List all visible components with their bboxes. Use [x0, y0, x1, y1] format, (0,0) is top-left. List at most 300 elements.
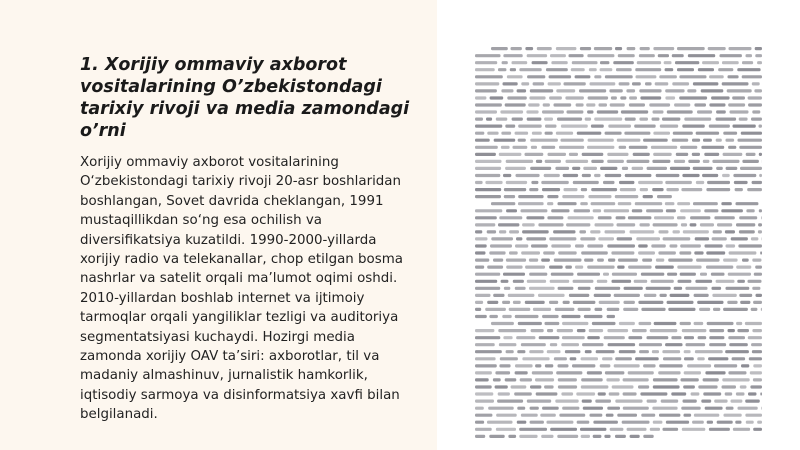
scan-text-stroke: [521, 251, 540, 254]
scan-text-stroke: [616, 68, 632, 71]
scan-text-stroke: [569, 294, 589, 297]
scan-text-stroke: [610, 103, 625, 106]
scan-text-stroke: [594, 47, 612, 50]
scan-text-stroke: [511, 385, 527, 388]
scan-text-stroke: [499, 153, 522, 156]
scan-text-stroke: [521, 414, 538, 417]
scan-text-stroke: [547, 195, 558, 198]
scan-text-stroke: [604, 209, 629, 212]
scan-text-stroke: [561, 315, 580, 318]
scan-text-stroke: [541, 146, 555, 149]
scan-text-stroke: [666, 209, 676, 212]
scan-text-stroke: [639, 343, 662, 346]
scan-text-stroke: [587, 266, 614, 269]
scan-text-stroke: [619, 322, 635, 325]
scan-text-stroke: [705, 244, 723, 247]
scan-text-stroke: [611, 251, 634, 254]
scan-text-stroke: [527, 54, 547, 57]
scan-text-stroke: [545, 322, 560, 325]
scan-text-stroke: [759, 174, 762, 177]
scan-text-stroke: [547, 329, 553, 332]
scan-text-stroke: [703, 160, 710, 163]
scan-text-stroke: [749, 357, 762, 360]
scan-text-stroke: [761, 308, 762, 311]
scan-text-stroke: [505, 167, 526, 170]
scan-text-stroke: [569, 54, 584, 57]
scan-text-stroke: [617, 139, 641, 142]
scan-text-stroke: [672, 82, 689, 85]
scan-text-stroke: [531, 329, 544, 332]
scan-text-stroke: [475, 378, 489, 381]
scan-text-stroke: [643, 195, 653, 198]
scan-text-stroke: [528, 103, 539, 106]
scan-text-stroke: [504, 188, 526, 191]
scan-text-stroke: [753, 301, 762, 304]
scan-text-stroke: [577, 132, 602, 135]
scan-text-stroke: [527, 75, 545, 78]
scan-text-stroke: [554, 259, 582, 262]
scan-text-stroke: [734, 181, 748, 184]
scan-text-stroke: [727, 301, 737, 304]
scan-text-stroke: [584, 315, 603, 318]
scan-text-stroke: [732, 96, 745, 99]
scan-text-stroke: [515, 244, 528, 247]
scan-text-stroke: [475, 357, 496, 360]
scan-text-stroke: [745, 400, 760, 403]
scan-text-stroke: [475, 167, 501, 170]
scanned-document-image: [475, 44, 762, 444]
scan-text-stroke: [536, 160, 542, 163]
scan-text-stroke: [614, 364, 640, 367]
scan-text-stroke: [551, 244, 571, 247]
scan-text-stroke: [706, 251, 725, 254]
scan-text-stroke: [725, 350, 749, 353]
scan-text-stroke: [487, 421, 513, 424]
scan-text-stroke: [682, 329, 707, 332]
scan-text-stroke: [582, 343, 603, 346]
scan-text-stroke: [704, 209, 718, 212]
scan-text-stroke: [752, 287, 760, 290]
scan-text-stroke: [649, 103, 670, 106]
scan-text-stroke: [677, 47, 705, 50]
scan-text-stroke: [610, 428, 624, 431]
scan-text-stroke: [511, 47, 522, 50]
scan-text-stroke: [574, 209, 590, 212]
scan-text-stroke: [533, 308, 551, 311]
scan-text-stroke: [726, 244, 736, 247]
scan-text-stroke: [557, 329, 573, 332]
scan-text-stroke: [544, 118, 553, 121]
scan-text-stroke: [504, 287, 510, 290]
scan-text-stroke: [577, 421, 590, 424]
scan-text-stroke: [670, 244, 678, 247]
scan-text-stroke: [475, 407, 484, 410]
scan-text-stroke: [650, 428, 660, 431]
scan-text-stroke: [522, 223, 535, 226]
scan-text-stroke: [475, 414, 492, 417]
scan-text-stroke: [634, 125, 656, 128]
scan-text-stroke: [754, 273, 762, 276]
scan-text-stroke: [736, 392, 745, 395]
scan-text-stroke: [475, 209, 502, 212]
scan-text-stroke: [684, 414, 692, 417]
scan-text-stroke: [755, 47, 762, 50]
scan-text-stroke: [599, 301, 620, 304]
scan-text-stroke: [737, 280, 745, 283]
scan-text-stroke: [723, 153, 743, 156]
scan-text-stroke: [696, 181, 704, 184]
scan-text-stroke: [475, 273, 500, 276]
scan-text-stroke: [475, 294, 491, 297]
scan-text-stroke: [500, 110, 523, 113]
scan-text-stroke: [585, 350, 592, 353]
scan-text-stroke: [580, 428, 606, 431]
scan-text-stroke: [742, 61, 753, 64]
scan-text-stroke: [606, 378, 619, 381]
scan-text-stroke: [728, 75, 739, 78]
scan-text-stroke: [675, 61, 699, 64]
scan-text-stroke: [652, 350, 659, 353]
scan-text-stroke: [506, 160, 533, 163]
scan-text-stroke: [726, 167, 738, 170]
scan-text-stroke: [589, 68, 597, 71]
scan-text-stroke: [485, 308, 506, 311]
scan-text-stroke: [747, 188, 762, 191]
scan-text-stroke: [564, 82, 586, 85]
scan-text-stroke: [475, 103, 502, 106]
scan-text-stroke: [614, 294, 640, 297]
scan-text-stroke: [735, 421, 741, 424]
scan-text-stroke: [563, 174, 578, 177]
scan-text-stroke: [506, 209, 517, 212]
scan-text-stroke: [672, 54, 684, 57]
scan-text-stroke: [681, 407, 700, 410]
scan-text-stroke: [755, 266, 762, 269]
scan-text-stroke: [674, 160, 685, 163]
scan-text-stroke: [692, 139, 700, 142]
scan-text-stroke: [572, 167, 580, 170]
scan-text-stroke: [629, 146, 648, 149]
scan-text-stroke: [515, 371, 528, 374]
scan-text-stroke: [665, 181, 692, 184]
scan-text-stroke: [673, 132, 693, 135]
scan-text-stroke: [475, 61, 497, 64]
scan-text-stroke: [501, 132, 511, 135]
scan-text-stroke: [707, 421, 713, 424]
scan-text-stroke: [572, 364, 595, 367]
scan-text-stroke: [496, 428, 516, 431]
scan-text-stroke: [640, 223, 650, 226]
scan-text-stroke: [696, 132, 719, 135]
scan-text-stroke: [517, 421, 527, 424]
scan-text-stroke: [728, 273, 751, 276]
scan-text-stroke: [694, 294, 709, 297]
scan-text-stroke: [746, 153, 756, 156]
scan-text-stroke: [757, 61, 762, 64]
scan-text-stroke: [758, 230, 762, 233]
scan-text-stroke: [581, 385, 609, 388]
scan-text-stroke: [632, 167, 644, 170]
scan-text-stroke: [713, 308, 720, 311]
scan-text-stroke: [542, 407, 559, 410]
scan-text-stroke: [739, 146, 762, 149]
scan-text-stroke: [496, 118, 508, 121]
scan-text-stroke: [726, 407, 734, 410]
scan-text-stroke: [527, 118, 542, 121]
scan-text-stroke: [498, 329, 526, 332]
scan-text-stroke: [667, 273, 677, 276]
scan-text-stroke: [654, 216, 674, 219]
scan-text-stroke: [751, 308, 758, 311]
scan-text-stroke: [475, 421, 484, 424]
scan-text-stroke: [728, 371, 746, 374]
scan-text-stroke: [587, 146, 614, 149]
scan-text-stroke: [615, 195, 639, 198]
scan-text-stroke: [608, 259, 615, 262]
scan-text-stroke: [652, 188, 663, 191]
scan-text-stroke: [723, 259, 738, 262]
scan-text-stroke: [518, 322, 542, 325]
scan-text-stroke: [707, 181, 730, 184]
scan-text-stroke: [663, 357, 681, 360]
scan-text-stroke: [600, 364, 611, 367]
scan-text-stroke: [620, 96, 626, 99]
scan-text-stroke: [603, 181, 615, 184]
scan-text-stroke: [628, 336, 642, 339]
scan-text-stroke: [565, 266, 572, 269]
scan-text-stroke: [550, 54, 566, 57]
scan-text-stroke: [739, 230, 755, 233]
scan-text-stroke: [731, 400, 743, 403]
scan-text-stroke: [677, 266, 701, 269]
scan-text-stroke: [570, 357, 577, 360]
scan-text-stroke: [487, 266, 503, 269]
scan-text-stroke: [554, 357, 567, 360]
scan-text-stroke: [707, 322, 734, 325]
scan-text-stroke: [475, 174, 500, 177]
scan-text-stroke: [736, 223, 755, 226]
scan-text-stroke: [475, 329, 494, 332]
scan-text-stroke: [582, 174, 591, 177]
scan-text-stroke: [702, 174, 718, 177]
scan-text-stroke: [491, 202, 515, 205]
scan-text-stroke: [493, 378, 501, 381]
scan-text-stroke: [705, 407, 723, 410]
scan-text-stroke: [597, 280, 608, 283]
scan-text-stroke: [505, 103, 526, 106]
scan-text-stroke: [578, 308, 591, 311]
scan-text-stroke: [550, 280, 570, 283]
scan-text-stroke: [607, 244, 635, 247]
scan-text-stroke: [507, 96, 527, 99]
scan-text-stroke: [690, 223, 697, 226]
scan-text-stroke: [612, 273, 637, 276]
scan-text-stroke: [632, 209, 643, 212]
scan-text-stroke: [561, 139, 584, 142]
scan-text-stroke: [490, 244, 512, 247]
scan-text-stroke: [680, 322, 691, 325]
scan-text-stroke: [547, 202, 553, 205]
scan-text-stroke: [529, 188, 538, 191]
slide-title: 1. Xorijiy ommaviy axborot vositalarining O’zbekistondagi tarixiy rivoji va media zamondagi o’rni: [80, 55, 410, 141]
scan-text-stroke: [569, 153, 578, 156]
scan-text-stroke: [559, 146, 584, 149]
scan-text-stroke: [617, 414, 637, 417]
scan-text-stroke: [542, 110, 564, 113]
scan-text-stroke: [714, 400, 727, 403]
scan-text-stroke: [641, 273, 664, 276]
scan-text-stroke: [558, 287, 574, 290]
scan-text-stroke: [724, 414, 742, 417]
scan-text-stroke: [609, 89, 622, 92]
scan-text-stroke: [489, 251, 505, 254]
scan-text-stroke: [510, 68, 516, 71]
scan-text-stroke: [692, 421, 704, 424]
scan-text-stroke: [653, 47, 674, 50]
scan-text-stroke: [752, 329, 762, 332]
scan-text-stroke: [580, 237, 595, 240]
scan-text-stroke: [748, 96, 762, 99]
scan-text-stroke: [506, 350, 514, 353]
scan-text-stroke: [551, 61, 567, 64]
scan-text-stroke: [545, 160, 561, 163]
scan-text-stroke: [522, 230, 549, 233]
scan-text-stroke: [475, 125, 502, 128]
scan-text-stroke: [555, 167, 569, 170]
scan-text-stroke: [636, 237, 660, 240]
scan-text-stroke: [725, 230, 735, 233]
scan-text-stroke: [512, 118, 523, 121]
scan-text-stroke: [597, 110, 618, 113]
scan-text-stroke: [544, 385, 554, 388]
scan-text-stroke: [694, 322, 704, 325]
scan-text-stroke: [604, 435, 610, 438]
scan-text-stroke: [580, 202, 588, 205]
scan-text-stroke: [684, 118, 711, 121]
scan-text-stroke: [733, 174, 756, 177]
scan-text-stroke: [627, 160, 650, 163]
scan-text-stroke: [475, 350, 502, 353]
scan-text-stroke: [701, 400, 711, 403]
scan-text-stroke: [750, 371, 762, 374]
scan-text-stroke: [655, 266, 674, 269]
scan-text-stroke: [753, 364, 762, 367]
scan-text-stroke: [711, 96, 730, 99]
scan-text-stroke: [676, 153, 688, 156]
scan-text-stroke: [637, 61, 661, 64]
scan-text-stroke: [612, 385, 634, 388]
scan-text-stroke: [493, 259, 503, 262]
scan-text-stroke: [641, 414, 655, 417]
scan-text-stroke: [647, 167, 667, 170]
scan-text-stroke: [618, 54, 635, 57]
scan-text-stroke: [624, 301, 635, 304]
scan-text-stroke: [643, 364, 656, 367]
scan-text-stroke: [491, 47, 508, 50]
scan-text-stroke: [508, 435, 516, 438]
scan-text-stroke: [725, 392, 733, 395]
scan-text-stroke: [475, 244, 487, 247]
scan-text-stroke: [630, 435, 640, 438]
scan-text-stroke: [653, 132, 670, 135]
scan-text-stroke: [720, 54, 742, 57]
scan-text-stroke: [499, 343, 517, 346]
scan-text-stroke: [501, 89, 513, 92]
scan-text-stroke: [566, 223, 590, 226]
scan-text-stroke: [530, 139, 558, 142]
scan-text-stroke: [656, 259, 664, 262]
scan-text-stroke: [581, 357, 598, 360]
scan-text-stroke: [589, 329, 603, 332]
scan-text-stroke: [722, 385, 737, 388]
scan-text-stroke: [521, 209, 548, 212]
scan-text-stroke: [656, 174, 680, 177]
scan-text-stroke: [674, 103, 690, 106]
scan-text-stroke: [760, 392, 762, 395]
scan-text-stroke: [487, 301, 498, 304]
scan-text-stroke: [681, 378, 699, 381]
scan-text-stroke: [490, 96, 504, 99]
scan-text-stroke: [578, 287, 591, 290]
scan-text-stroke: [638, 301, 663, 304]
scan-text-stroke: [507, 75, 523, 78]
scan-text-stroke: [558, 251, 577, 254]
scan-text-stroke: [716, 139, 722, 142]
scan-text-stroke: [664, 61, 672, 64]
scan-text-stroke: [575, 266, 583, 269]
scan-text-stroke: [639, 54, 655, 57]
scan-text-stroke: [733, 125, 756, 128]
scan-text-stroke: [550, 428, 577, 431]
scan-text-stroke: [742, 160, 759, 163]
scan-text-stroke: [487, 132, 498, 135]
scan-text-stroke: [608, 343, 636, 346]
scan-text-stroke: [538, 223, 563, 226]
scan-text-stroke: [639, 350, 649, 353]
scan-text-stroke: [491, 322, 514, 325]
scan-text-stroke: [653, 223, 678, 226]
scan-text-stroke: [594, 294, 611, 297]
scan-text-stroke: [737, 68, 760, 71]
scan-text-stroke: [722, 378, 749, 381]
scan-text-stroke: [600, 167, 617, 170]
scan-text-stroke: [545, 132, 553, 135]
scan-text-stroke: [498, 68, 506, 71]
scan-text-stroke: [693, 82, 719, 85]
scan-text-stroke: [615, 400, 642, 403]
scan-text-stroke: [542, 315, 559, 318]
scan-text-stroke: [535, 378, 554, 381]
scan-text-stroke: [532, 132, 542, 135]
scan-text-stroke: [526, 237, 546, 240]
scan-text-stroke: [592, 322, 616, 325]
scan-text-stroke: [595, 223, 614, 226]
scan-text-stroke: [525, 266, 545, 269]
scan-text-stroke: [561, 343, 579, 346]
scan-text-stroke: [701, 89, 724, 92]
scan-text-stroke: [748, 280, 762, 283]
scan-text-stroke: [600, 61, 609, 64]
scan-text-stroke: [623, 308, 638, 311]
scan-text-stroke: [502, 301, 510, 304]
scan-text-stroke: [625, 174, 652, 177]
scan-text-stroke: [591, 202, 616, 205]
scan-text-stroke: [690, 216, 710, 219]
scan-text-stroke: [643, 435, 653, 438]
scan-text-stroke: [640, 188, 648, 191]
scan-text-stroke: [545, 125, 557, 128]
scan-text-stroke: [526, 216, 544, 219]
